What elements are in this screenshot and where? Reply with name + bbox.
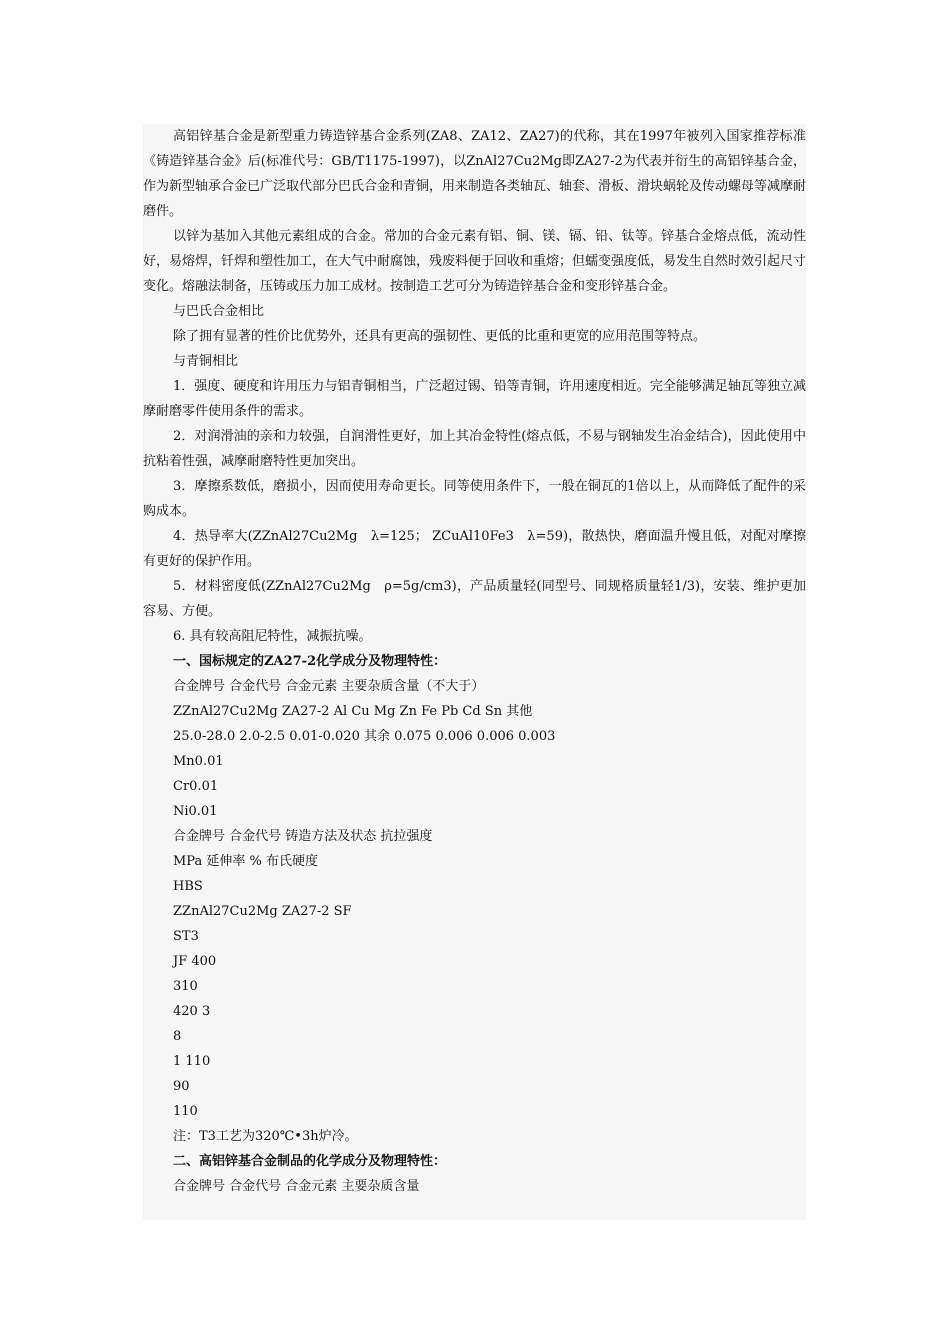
- advantage-item-2: 2．对润滑油的亲和力较强，自润滑性更好，加上其冶金特性(熔点低，不易与钢轴发生冶金结合)，因此使用中抗粘着性强，减摩耐磨特性更加突出。: [143, 429, 806, 469]
- table1-line: MPa 延伸率 % 布氏硬度: [173, 854, 318, 869]
- table1-line: 1 110: [173, 1054, 211, 1069]
- definition-paragraph: 以锌为基加入其他元素组成的合金。常加的合金元素有铝、铜、镁、镉、铅、钛等。锌基合金熔点低，流动性好，易熔焊，钎焊和塑性加工，在大气中耐腐蚀，残废料便于回收和重熔；但蠕变强度低，易发生自然时效引起尺寸变化。熔融法制备，压铸或压力加工成材。按制造工艺可分为铸造锌基合金和变形锌基合金。: [143, 229, 807, 294]
- table1-line: Cr0.01: [173, 779, 219, 794]
- table1-line: 420 3: [173, 1004, 211, 1019]
- document-body: [143, 124, 806, 1199]
- table1-line: 8: [173, 1029, 182, 1044]
- intro-paragraph: 高铝锌基合金是新型重力铸造锌基合金系列(ZA8、ZA12、ZA27)的代称，其在1997年被列入国家推荐标准《铸造锌基合金》后(标准代号：GB/T1175-1997)，以ZnAl27Cu2Mg即ZA27-2为代表并衍生的高铝锌基合金，作为新型轴承合金已广泛取代部分巴氏合金和青铜，用来制造各类轴瓦、轴套、滑板、滑块蜗轮及传动螺母等减摩耐磨件。: [143, 129, 807, 219]
- compare-babbitt-heading: 与巴氏合金相比: [173, 304, 265, 319]
- advantage-item-6: 6. 具有较高阻尼特性，减振抗噪。: [173, 629, 372, 644]
- table1-line: ST3: [173, 929, 199, 944]
- table1-line: 25.0-28.0 2.0-2.5 0.01-0.020 其余 0.075 0.006 0.006 0.003: [173, 729, 556, 744]
- table1-line: 110: [173, 1104, 198, 1119]
- table1-line: ZZnAl27Cu2Mg ZA27-2 SF: [173, 904, 352, 919]
- advantage-item-5: 5．材料密度低(ZZnAl27Cu2Mg ρ=5g/cm3)，产品质量轻(同型号、同规格质量轻1/3)，安装、维护更加容易、方便。: [143, 579, 806, 619]
- table1-line: JF 400: [173, 954, 217, 969]
- table1-line: HBS: [173, 879, 203, 894]
- advantage-item-4: 4．热导率大(ZZnAl27Cu2Mg λ=125； ZCuAl10Fe3 λ=59)，散热快，磨面温升慢且低，对配对摩擦有更好的保护作用。: [143, 529, 806, 569]
- table1-line: Ni0.01: [173, 804, 218, 819]
- compare-bronze-heading: 与青铜相比: [173, 354, 239, 369]
- section-heading-2: 二、高铝锌基合金制品的化学成分及物理特性：: [173, 1154, 447, 1169]
- table1-line: 合金牌号 合金代号 铸造方法及状态 抗拉强度: [173, 829, 433, 844]
- advantage-item-1: 1．强度、硬度和许用压力与铝青铜相当，广泛超过锡、铅等青铜，许用速度相近。完全能够满足轴瓦等独立减摩耐磨零件使用条件的需求。: [143, 379, 806, 419]
- table1-line: 合金牌号 合金代号 合金元素 主要杂质含量（不大于）: [173, 679, 485, 694]
- table1-line: 310: [173, 979, 198, 994]
- advantage-item-3: 3．摩擦系数低，磨损小，因而使用寿命更长。同等使用条件下，一般在铜瓦的1倍以上，从而降低了配件的采购成本。: [143, 479, 806, 519]
- compare-babbitt-text: 除了拥有显著的性价比优势外，还具有更高的强韧性、更低的比重和更宽的应用范围等特点。: [173, 329, 707, 344]
- table1-line: ZZnAl27Cu2Mg ZA27-2 Al Cu Mg Zn Fe Pb Cd Sn 其他: [173, 704, 533, 719]
- table1-line: Mn0.01: [173, 754, 224, 769]
- process-note: 注：T3工艺为320℃•3h炉冷。: [173, 1129, 358, 1144]
- section-heading-1: 一、国标规定的ZA27-2化学成分及物理特性：: [173, 654, 447, 669]
- table2-header-line: 合金牌号 合金代号 合金元素 主要杂质含量: [173, 1179, 420, 1194]
- table1-line: 90: [173, 1079, 190, 1094]
